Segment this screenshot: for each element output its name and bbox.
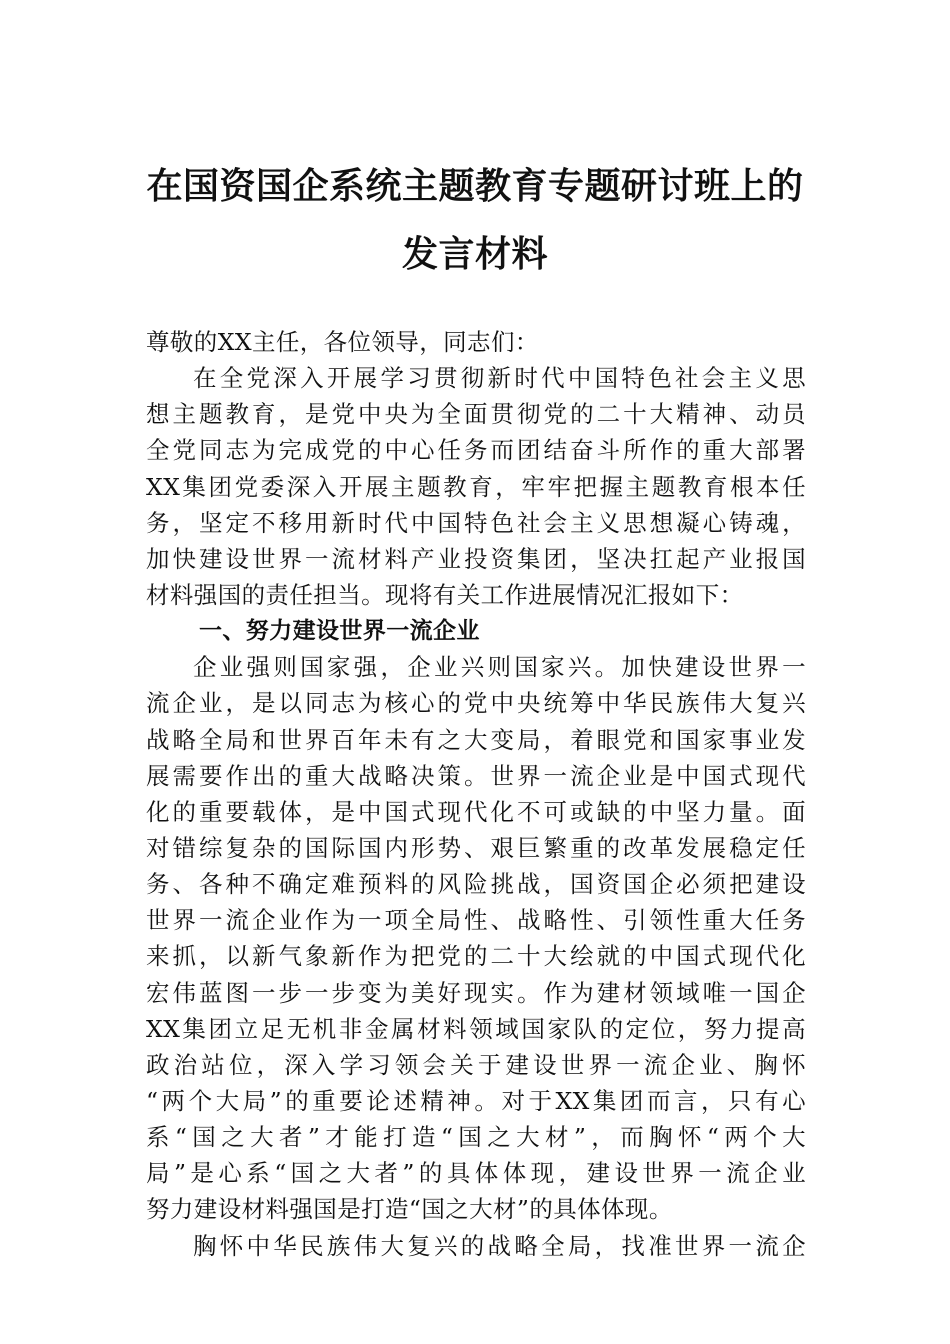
paragraph-2-line: 流企业，是以同志为核心的党中央统筹中华民族伟大复兴 <box>146 689 806 718</box>
greeting-line: 尊敬的XX主任，各位领导，同志们： <box>146 328 539 356</box>
paragraph-2-line: “两个大局”的重要论述精神。对于XX集团而言，只有心 <box>146 1086 806 1115</box>
paragraph-2-line: 系“国之大者”才能打造“国之大材”，而胸怀“两个大 <box>146 1123 806 1152</box>
paragraph-2-line: 政治站位，深入学习领会关于建设世界一流企业、胸怀 <box>146 1050 806 1079</box>
paragraph-2-line: 对错综复杂的国际国内形势、艰巨繁重的改革发展稳定任 <box>146 833 806 862</box>
section-heading-1: 一、努力建设世界一流企业 <box>199 618 480 645</box>
paragraph-1-line: 想主题教育，是党中央为全面贯彻党的二十大精神、动员 <box>146 400 806 429</box>
paragraph-1-line: 加快建设世界一流材料产业投资集团，坚决扛起产业报国 <box>146 544 806 573</box>
document-body <box>146 324 806 1264</box>
paragraph-2-line: 化的重要载体，是中国式现代化不可或缺的中坚力量。面 <box>146 797 806 826</box>
paragraph-2-line: 努力建设材料强国是打造“国之大材”的具体体现。 <box>146 1195 673 1224</box>
paragraph-2-line: XX集团立足无机非金属材料领域国家队的定位，努力提高 <box>146 1014 806 1043</box>
paragraph-2-line: 展需要作出的重大战略决策。世界一流企业是中国式现代 <box>146 761 806 790</box>
paragraph-3-line: 胸怀中华民族伟大复兴的战略全局，找准世界一流企 <box>193 1231 806 1260</box>
paragraph-2-line: 战略全局和世界百年未有之大变局，着眼党和国家事业发 <box>146 725 806 754</box>
paragraph-2-line: 世界一流企业作为一项全局性、战略性、引领性重大任务 <box>146 906 806 935</box>
paragraph-1-line: 在全党深入开展学习贯彻新时代中国特色社会主义思 <box>193 364 806 393</box>
paragraph-2-line: 局”是心系“国之大者”的具体体现，建设世界一流企业 <box>146 1159 806 1188</box>
paragraph-2-line: 来抓，以新气象新作为把党的二十大绘就的中国式现代化 <box>146 942 806 971</box>
paragraph-1-line: XX集团党委深入开展主题教育，牢牢把握主题教育根本任 <box>146 472 806 501</box>
paragraph-1-line: 材料强国的责任担当。现将有关工作进展情况汇报如下： <box>146 580 744 609</box>
paragraph-2-line: 务、各种不确定难预料的风险挑战，国资国企必须把建设 <box>146 870 806 899</box>
paragraph-1-line: 全党同志为完成党的中心任务而团结奋斗所作的重大部署 <box>146 436 806 465</box>
paragraph-1-line: 务，坚定不移用新时代中国特色社会主义思想凝心铸魂， <box>146 508 806 537</box>
document-title-line-2: 发言材料 <box>401 233 548 275</box>
paragraph-2-line: 宏伟蓝图一步一步变为美好现实。作为建材领域唯一国企 <box>146 978 806 1007</box>
document-title-line-1: 在国资国企系统主题教育专题研讨班上的 <box>146 165 804 207</box>
paragraph-2-line: 企业强则国家强，企业兴则国家兴。加快建设世界一 <box>193 653 806 682</box>
